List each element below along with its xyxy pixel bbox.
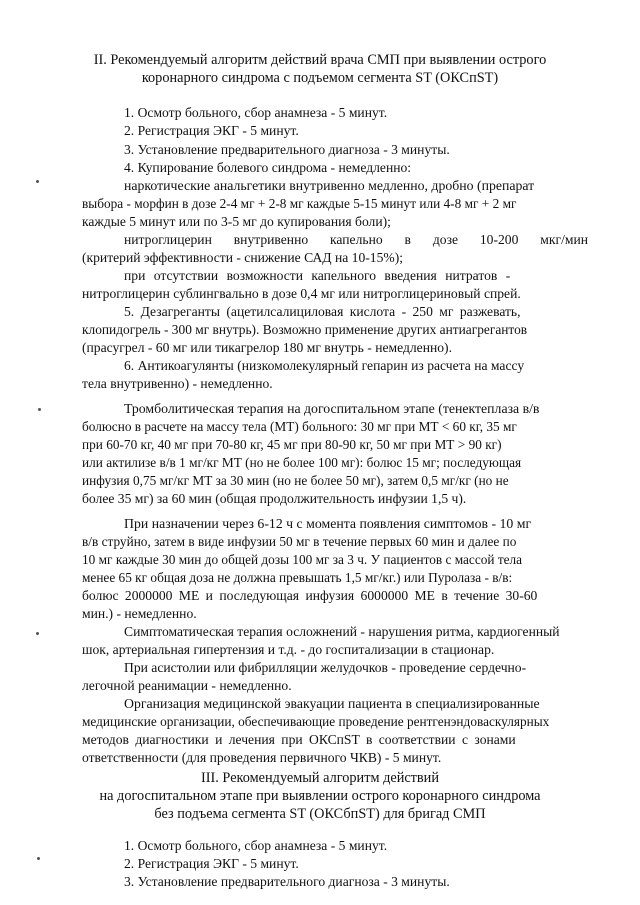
nitroglycerin-criterion: (критерий эффективности - снижение САД на 10-15%); bbox=[82, 250, 404, 265]
asystole-line-1: При асистолии или фибрилляции желудочков - проведение сердечно- bbox=[124, 660, 527, 675]
late-admin-line-1: При назначении через 6-12 ч с момента появления симптомов - 10 мг bbox=[124, 516, 532, 531]
step-6-line-2: тела внутривенно) - немедленно. bbox=[82, 376, 273, 391]
step-4: 4. Купирование болевого синдрома - немедленно: bbox=[124, 160, 412, 175]
step-2: 2. Регистрация ЭКГ - 5 минут. bbox=[124, 123, 299, 138]
word: в bbox=[404, 232, 411, 247]
alternative-line-2: нитроглицерин сублингвально в дозе 0,4 мг или нитроглицериновый спрей. bbox=[82, 286, 521, 301]
thrombolysis-line-2: болюсно в расчете на массу тела (МТ) больного: 30 мг при МТ < 60 кг, 35 мг bbox=[82, 419, 517, 434]
word: нитроглицерин bbox=[124, 232, 212, 247]
scan-mark bbox=[36, 632, 39, 635]
section-3-step-2: 2. Регистрация ЭКГ - 5 минут. bbox=[124, 856, 299, 871]
word: капельно bbox=[330, 232, 383, 247]
scan-mark bbox=[37, 857, 40, 860]
word: 10-200 bbox=[479, 232, 519, 247]
narcotics-line-2: выбора - морфин в дозе 2-4 мг + 2-8 мг каждые 5-15 минут или 4-8 мг + 2 мг bbox=[82, 196, 517, 211]
asystole-line-2: легочной реанимации - немедленно. bbox=[82, 678, 292, 693]
section-3-title-line-1: III. Рекомендуемый алгоритм действий bbox=[201, 770, 439, 786]
evacuation-line-3: методов диагностики и лечения при ОКСпST в соответствии с зонами bbox=[82, 732, 516, 747]
thrombolysis-line-3: при 60-70 кг, 40 мг при 70-80 кг, 45 мг при 80-90 кг, 50 мг при МТ > 90 кг) bbox=[82, 437, 502, 452]
step-1: 1. Осмотр больного, сбор анамнеза - 5 минут. bbox=[124, 105, 388, 120]
narcotics-line-1: наркотические анальгетики внутривенно медленно, дробно (препарат bbox=[124, 178, 535, 193]
section-3-title-line-3: без подъема сегмента ST (ОКСбпST) для бригад СМП bbox=[154, 806, 486, 822]
alternative-line-1: при отсутствии возможности капельного введения нитратов - bbox=[124, 268, 511, 283]
section-3-step-3: 3. Установление предварительного диагноза - 3 минуты. bbox=[124, 874, 450, 889]
late-admin-line-2: в/в струйно, затем в виде инфузии 50 мг в течение первых 60 мин и далее по bbox=[82, 534, 517, 549]
step-6-line-1: 6. Антикоагулянты (низкомолекулярный гепарин из расчета на массу bbox=[124, 358, 525, 373]
section-3-title-line-2: на догоспитальном этапе при выявлении острого коронарного синдрома bbox=[99, 788, 541, 804]
section-2-title-line-1: II. Рекомендуемый алгоритм действий врача СМП при выявлении острого bbox=[93, 52, 547, 68]
word: мкг/мин bbox=[540, 232, 588, 247]
step-3: 3. Установление предварительного диагноза - 3 минуты. bbox=[124, 142, 450, 157]
late-admin-line-4: менее 65 кг общая доза не должна превышать 1,5 мг/кг.) или Пуролаза - в/в: bbox=[82, 570, 513, 585]
late-admin-line-3: 10 мг каждые 30 мин до общей дозы 100 мг за 3 ч. У пациентов с массой тела bbox=[82, 552, 523, 567]
word: дозе bbox=[432, 232, 458, 247]
late-admin-line-6: мин.) - немедленно. bbox=[82, 606, 197, 621]
nitroglycerin-iv-line bbox=[124, 232, 588, 248]
step-5-line-1: 5. Дезагреганты (ацетилсалициловая кислота - 250 мг разжевать, bbox=[124, 304, 521, 319]
step-5-line-3: (прасугрел - 60 мг или тикагрелор 180 мг внутрь - немедленно). bbox=[82, 340, 452, 355]
step-5-line-2: клопидогрель - 300 мг внутрь). Возможно применение других антиагрегантов bbox=[82, 322, 528, 337]
thrombolysis-line-6: более 35 мг) за 60 мин (общая продолжительность инфузии 1,5 ч). bbox=[82, 491, 467, 506]
section-2-title-line-2: коронарного синдрома с подъемом сегмента ST (ОКСпST) bbox=[141, 70, 499, 86]
thrombolysis-line-4: или актилизе в/в 1 мг/кг МТ (но не более 100 мг): болюс 15 мг; последующая bbox=[82, 455, 522, 470]
symptomatic-line-1: Симптоматическая терапия осложнений - нарушения ритма, кардиогенный bbox=[124, 624, 560, 639]
scan-mark bbox=[38, 408, 41, 411]
word: внутривенно bbox=[233, 232, 309, 247]
evacuation-line-1: Организация медицинской эвакуации пациента в специализированные bbox=[124, 696, 540, 711]
symptomatic-line-2: шок, артериальная гипертензия и т.д. - до госпитализации в стационар. bbox=[82, 642, 495, 657]
evacuation-line-4: ответственности (для проведения первичного ЧКВ) - 5 минут. bbox=[82, 750, 442, 765]
evacuation-line-2: медицинские организации, обеспечивающие проведение рентгенэндоваскулярных bbox=[82, 714, 550, 729]
narcotics-line-3: каждые 5 минут или по 3-5 мг до купирования боли); bbox=[82, 214, 391, 229]
scan-mark bbox=[36, 180, 39, 183]
section-3-step-1: 1. Осмотр больного, сбор анамнеза - 5 минут. bbox=[124, 838, 388, 853]
late-admin-line-5: болюс 2000000 МЕ и последующая инфузия 6000000 МЕ в течение 30-60 bbox=[82, 588, 538, 603]
thrombolysis-line-5: инфузия 0,75 мг/кг МТ за 30 мин (но не более 50 мг), затем 0,5 мг/кг (но не bbox=[82, 473, 509, 488]
thrombolysis-line-1: Тромболитическая терапия на догоспитальном этапе (тенектеплаза в/в bbox=[124, 401, 540, 416]
